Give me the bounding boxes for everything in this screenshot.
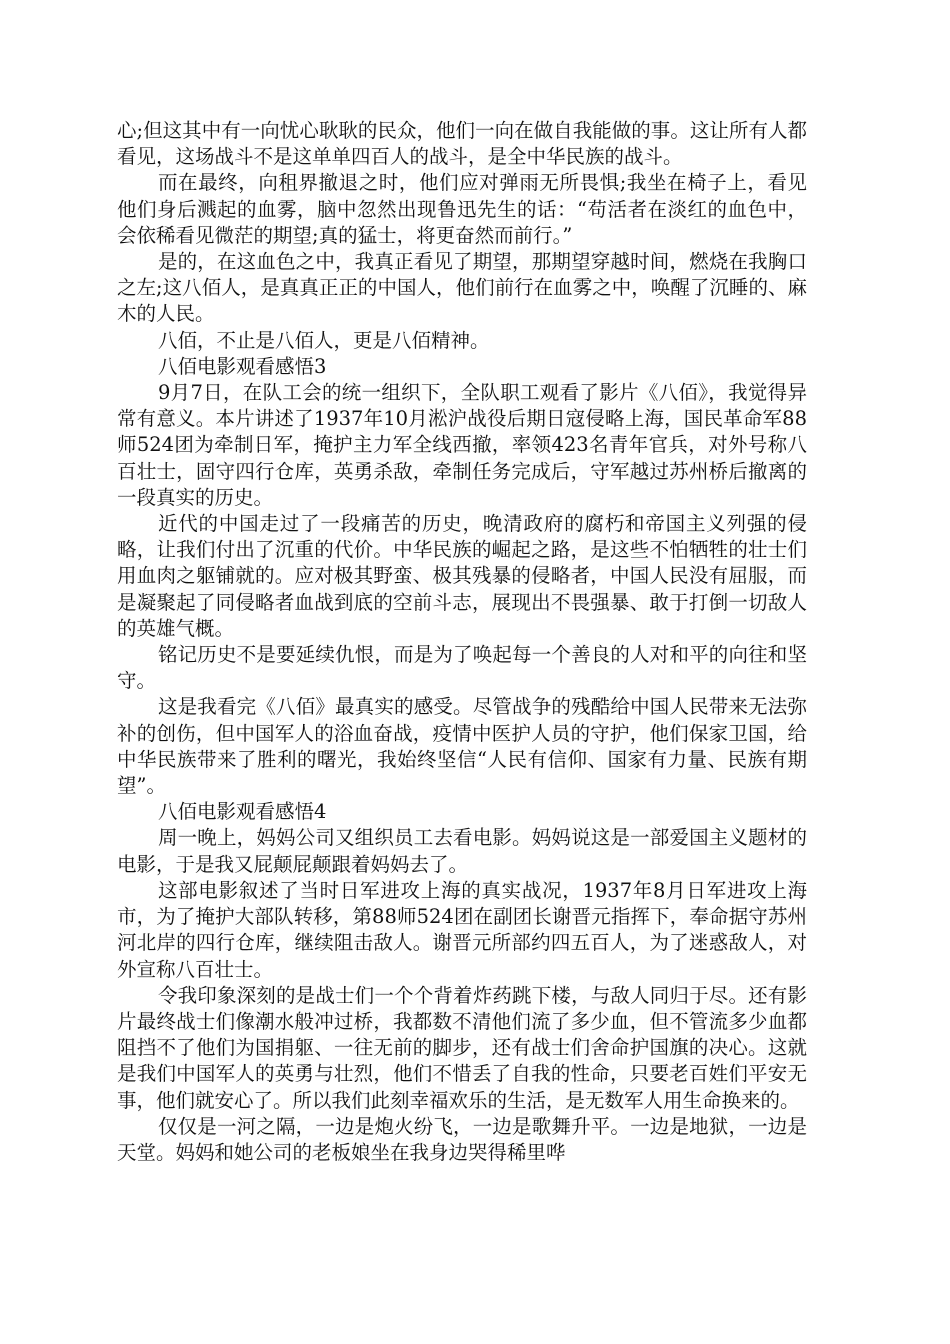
paragraph-1: 心;但这其中有一向忧心耿耿的民众，他们一向在做自我能做的事。这让所有人都看见，这场战斗不是这单单四百人的战斗，是全中华民族的战斗。 [117,119,807,169]
paragraph-11: 周一晚上，妈妈公司又组织员工去看电影。妈妈说这是一部爱国主义题材的电影，于是我又屁颠屁颠跟着妈妈去了。 [117,826,807,876]
paragraph-12: 这部电影叙述了当时日军进攻上海的真实战况，1937年8月日军进攻上海市，为了掩护大部队转移，第88师524团在副团长谢晋元指挥下，奉命据守苏州河北岸的四行仓库，继续阻击敌人。谢晋元所部约四五百人，为了迷惑敌人，对外宣称八百壮士。 [117,878,807,981]
paragraph-14: 仅仅是一河之隔，一边是炮火纷飞，一边是歌舞升平。一边是地狱，一边是天堂。妈妈和她公司的老板娘坐在我身边哭得稀里哗 [117,1114,807,1164]
paragraph-13: 令我印象深刻的是战士们一个个背着炸药跳下楼，与敌人同归于尽。还有影片最终战士们像潮水般冲过桥，我都数不清他们流了多少血，但不管流多少血都阻挡不了他们为国捐躯、一往无前的脚步，还有战士们舍命护国旗的决心。这就是我们中国军人的英勇与壮烈，他们不惜丢了自我的性命，只要老百姓们平安无事，他们就安心了。所以我们此刻幸福欢乐的生活，是无数军人用生命换来的。 [117,983,807,1112]
paragraph-2: 而在最终，向租界撤退之时，他们应对弹雨无所畏惧;我坐在椅子上，看见他们身后溅起的血雾，脑中忽然出现鲁迅先生的话：“苟活者在淡红的血色中，会依稀看见微茫的期望;真的猛士，将更奋然而前行。” [117,171,807,247]
paragraph-7: 近代的中国走过了一段痛苦的历史，晚清政府的腐朽和帝国主义列强的侵略，让我们付出了沉重的代价。中华民族的崛起之路，是这些不怕牺牲的壮士们用血肉之躯铺就的。应对极其野蛮、极其残暴的侵略者，中国人民没有屈服，而是凝聚起了同侵略者血战到底的空前斗志，展现出不畏强暴、敢于打倒一切敌人的英雄气概。 [117,512,807,640]
section-heading-3: 八佰电影观看感悟3 [157,354,327,378]
paragraph-3: 是的，在这血色之中，我真正看见了期望，那期望穿越时间，燃烧在我胸口之左;这八佰人，是真真正正的中国人，他们前行在血雾之中，唤醒了沉睡的、麻木的人民。 [117,250,807,326]
paragraph-6: 9月7日，在队工会的统一组织下，全队职工观看了影片《八佰》，我觉得异常有意义。本片讲述了1937年10月淞沪战役后期日寇侵略上海，国民革命军88师524团为牵制日军，掩护主力军全线西撤，率领423名青年官兵，对外号称八百壮士，固守四行仓库，英勇杀敌，牵制任务完成后，守军越过苏州桥后撤离的一段真实的历史。 [117,381,807,509]
section-heading-4: 八佰电影观看感悟4 [157,800,327,824]
document-page [117,118,807,1166]
paragraph-4: 八佰，不止是八佰人，更是八佰精神。 [157,328,490,352]
paragraph-8: 铭记历史不是要延续仇恨，而是为了唤起每一个善良的人对和平的向往和坚守。 [117,643,807,693]
paragraph-9: 这是我看完《八佰》最真实的感受。尽管战争的残酷给中国人民带来无法弥补的创伤，但中国军人的浴血奋战，疫情中医护人员的守护，他们保家卫国，给中华民族带来了胜利的曙光，我始终坚信“人民有信仰、国家有力量、民族有期望”。 [117,695,807,798]
